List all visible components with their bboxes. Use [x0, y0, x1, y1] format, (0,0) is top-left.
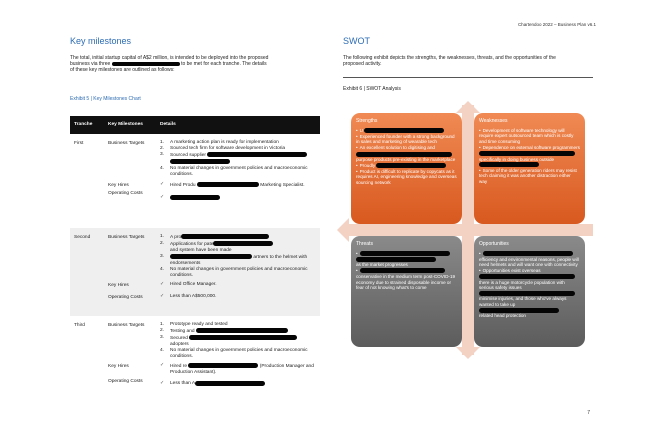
- first-body: [104, 140, 320, 228]
- check-row: [160, 195, 320, 201]
- list-item: [160, 152, 320, 165]
- list-item: [160, 328, 320, 335]
- redaction: [360, 268, 445, 273]
- section-divider: [343, 77, 593, 78]
- list-item: [356, 163, 457, 169]
- second-business: [104, 234, 320, 279]
- redaction: [170, 195, 220, 200]
- operating-costs-label: Operating Costs: [108, 378, 143, 384]
- list-item: [160, 140, 320, 146]
- redaction: [479, 151, 575, 156]
- item-text: adopters: [170, 342, 189, 348]
- list-item: • Opportunities exist overseas: [479, 268, 580, 274]
- second-costs-details: [156, 294, 320, 301]
- strengths-quadrant: [351, 113, 462, 224]
- item-text: [170, 254, 320, 266]
- first-targets-list: [160, 140, 320, 178]
- first-hires-details: [156, 182, 320, 189]
- threats-title: Threats: [356, 241, 373, 247]
- item-text: No material changes in government policies and macroeconomic conditions.: [170, 266, 308, 278]
- hires-text: Hired Office Manager.: [170, 281, 217, 287]
- item-number: 1.: [160, 139, 165, 145]
- list-item: [160, 267, 320, 279]
- check-row: [160, 363, 320, 375]
- list-item: efficiency and environmental reasons, people will need helmets and will want one with connectivity: [479, 256, 579, 268]
- redaction: [479, 274, 575, 279]
- item-text: [170, 152, 320, 165]
- third-hires: [104, 363, 320, 375]
- item-text: related head protection: [479, 313, 526, 319]
- threats-quadrant: [351, 236, 462, 347]
- check-row: [160, 282, 320, 288]
- item-text: Proudly: [359, 162, 376, 168]
- item-text-a: Sourced supplier: [170, 152, 206, 158]
- operating-costs-label: Operating Costs: [108, 190, 143, 196]
- list-item: [160, 335, 320, 342]
- check-icon: ✓: [160, 380, 165, 386]
- redaction: [479, 162, 539, 167]
- item-number: 4.: [160, 165, 165, 171]
- first-hires: [104, 182, 320, 189]
- redaction: [170, 159, 230, 164]
- redaction: [479, 291, 575, 296]
- operating-costs-label: Operating Costs: [108, 294, 143, 300]
- third-body: [104, 322, 320, 402]
- costs-text: Less than A: [170, 380, 196, 386]
- redaction: [213, 241, 273, 246]
- intro-line-3: of these key milestones are outlined as follows:: [70, 67, 175, 74]
- key-hires-label: Key Hires: [108, 364, 129, 370]
- swot-title: SWOT: [343, 36, 370, 46]
- swot-intro-line-2: proposed activity.: [343, 61, 382, 68]
- third-costs: [104, 378, 320, 387]
- list-item: [479, 251, 580, 257]
- item-text: No material changes in government policies and macroeconomic conditions.: [170, 348, 308, 360]
- key-hires-label: Key Hires: [108, 282, 129, 288]
- list-item: [356, 257, 457, 268]
- second-costs: [104, 294, 320, 301]
- item-number: [160, 248, 170, 254]
- weaknesses-title: Weaknesses: [479, 118, 508, 124]
- item-text: A marketing action plan is ready for implementation: [170, 139, 279, 145]
- weaknesses-quadrant: [474, 113, 585, 224]
- list-item: [356, 268, 457, 274]
- third-hires-details: [156, 363, 320, 375]
- redaction: [189, 335, 297, 340]
- item-text: minimise injuries, and those who've always wanted to take up: [479, 296, 567, 307]
- redaction: [356, 257, 436, 262]
- key-milestones-intro: [70, 55, 320, 74]
- check-row: [160, 182, 320, 189]
- item-number: 2.: [160, 240, 165, 246]
- redaction: [479, 308, 559, 313]
- item-text: No material changes in government policies and macroeconomic conditions.: [170, 165, 308, 177]
- opportunities-quadrant: [474, 236, 585, 347]
- item-number: 3.: [160, 152, 165, 158]
- list-item: • Development of software technology will require expert outsourced team which is costly and time consuming: [479, 128, 580, 145]
- check-row: [160, 294, 320, 300]
- tranche-second: Second: [74, 234, 91, 240]
- item-text-a: Testing and: [170, 328, 195, 334]
- list-item: [356, 251, 457, 257]
- list-item: [356, 151, 457, 162]
- arrow-down-icon: [456, 347, 480, 359]
- check-icon: ✓: [160, 293, 165, 299]
- redaction: [483, 251, 573, 256]
- list-item: [479, 274, 580, 291]
- third-details: [156, 322, 320, 361]
- first-details: [156, 140, 320, 178]
- redaction: [196, 328, 288, 333]
- item-text: Sourced tech firm for software development in Victoria: [170, 145, 286, 151]
- intro-line-1: The total, initial startup capital of A$2 million, is intended to be deployed into the proposed: [70, 55, 269, 61]
- costs-text: Less than A$500,000.: [170, 293, 217, 299]
- item-text: purpose products pre-existing in the marketplace: [356, 157, 456, 163]
- table-row-third: [70, 316, 320, 402]
- hires-text-a: Hired re: [170, 364, 188, 370]
- redaction: [376, 163, 446, 168]
- list-item: conservative in the medium term post-COVID-19 economy due to strained disposable income or fear of not knowing what's to come: [356, 273, 456, 291]
- item-text: [170, 335, 320, 342]
- check-row: [160, 381, 320, 387]
- header-key-milestones: Key Milestones: [108, 121, 143, 127]
- key-hires-label: Key Hires: [108, 182, 129, 188]
- redaction: [170, 254, 252, 259]
- third-costs-details: [156, 378, 320, 387]
- business-targets-label: Business Targets: [108, 140, 145, 146]
- tranche-first: First: [74, 140, 84, 146]
- exhibit-5-title: Exhibit 5 | Key Milestones Chart: [70, 95, 141, 102]
- hires-text-b: Marketing Specialist.: [260, 182, 305, 188]
- second-targets-list: [160, 234, 320, 279]
- first-costs-details: [156, 190, 320, 201]
- item-text: Prototype ready and tested: [170, 321, 228, 327]
- list-item: [160, 166, 320, 178]
- table-row-first: [70, 134, 320, 228]
- header-tranche: Tranche: [74, 121, 93, 127]
- item-number: [160, 342, 170, 348]
- list-item: [160, 241, 320, 248]
- item-number: 4.: [160, 266, 165, 272]
- horizontal-arrow-shaft: [343, 224, 593, 236]
- key-milestones-section: [70, 36, 320, 402]
- list-item: [479, 291, 580, 308]
- page-number: 7: [587, 410, 590, 416]
- item-text-a: A pro: [170, 234, 182, 240]
- arrow-up-icon: [456, 101, 480, 113]
- item-number: 3.: [160, 254, 165, 260]
- list-item: • Dependence on external software programmers: [479, 145, 580, 151]
- check-icon: ✓: [160, 194, 165, 200]
- swot-diagram: [343, 105, 593, 355]
- redaction: [188, 363, 258, 368]
- hires-text-a: Hired Produ: [170, 182, 196, 188]
- check-icon: ✓: [160, 281, 165, 287]
- list-item: [356, 128, 457, 134]
- swot-section: [343, 36, 593, 92]
- key-milestones-title: Key milestones: [70, 36, 132, 46]
- first-business: [104, 140, 320, 178]
- swot-intro: [343, 55, 593, 67]
- milestones-table: [70, 116, 320, 402]
- item-text: there is a huge motorcycle population with serious safety issues: [479, 279, 565, 291]
- list-item: [160, 322, 320, 328]
- intro-line-2b: to be met for each tranche. The details: [181, 61, 267, 68]
- exhibit-6-title: Exhibit 6 | SWOT Analysis: [343, 86, 401, 93]
- list-item: [160, 342, 320, 348]
- redaction: [181, 234, 269, 239]
- list-item: • Some of the older generation riders may resist tech claiming it was another distraction either way: [479, 168, 580, 185]
- list-item: [160, 348, 320, 360]
- third-targets-list: [160, 322, 320, 360]
- business-targets-label: Business Targets: [108, 322, 145, 328]
- opportunities-title: Opportunities: [479, 241, 509, 247]
- hires-text-b: (Production Manager and Production Assistant).: [170, 364, 314, 375]
- list-item: [479, 308, 580, 319]
- running-header: Chartendoo 2022 – Business Plan v6.1: [517, 22, 596, 27]
- item-text: specifically in doing business outside: [479, 156, 555, 162]
- intro-line-2a: business via three: [70, 61, 111, 68]
- redaction: [207, 152, 307, 157]
- redaction: [356, 152, 452, 157]
- list-item: [160, 234, 320, 241]
- list-item: • Product is difficult to replicate by copycats as it requires AI, engineering knowledge and overseas sourcing network: [356, 169, 457, 186]
- item-number: 1.: [160, 321, 165, 327]
- redaction: [195, 381, 265, 386]
- tranche-third: Third: [74, 322, 85, 328]
- item-text: [170, 241, 320, 248]
- hires-text: [170, 182, 305, 189]
- item-number: 2.: [160, 327, 165, 333]
- second-body: [104, 234, 320, 316]
- item-number: 3.: [160, 334, 165, 340]
- redaction: [112, 62, 180, 66]
- second-hires-details: [156, 282, 320, 289]
- list-item: • Experienced founder with a strong background in sales and marketing of wearable tech: [356, 134, 457, 145]
- third-business: [104, 322, 320, 361]
- first-costs: [104, 190, 320, 201]
- list-item: [160, 254, 320, 266]
- item-text: U: [359, 127, 363, 133]
- item-text: as the market progresses: [356, 262, 408, 268]
- check-icon: ✓: [160, 181, 165, 187]
- business-targets-label: Business Targets: [108, 234, 145, 240]
- header-details: Details: [160, 121, 176, 127]
- item-number: 4.: [160, 348, 165, 354]
- item-text: [170, 328, 320, 335]
- check-icon: ✓: [160, 363, 165, 369]
- arrow-left-icon: [337, 218, 349, 242]
- item-number: 1.: [160, 233, 165, 239]
- strengths-title: Strengths: [356, 118, 378, 124]
- item-text: and system have been made: [170, 247, 232, 253]
- redaction: [197, 182, 259, 187]
- swot-intro-line-1: The following exhibit depicts the strengths, the weaknesses, threats, and the opportunities of the: [343, 55, 556, 61]
- hires-text: [170, 363, 320, 375]
- list-item: [160, 248, 320, 254]
- list-item: [160, 146, 320, 152]
- table-row-second: [70, 228, 320, 316]
- list-item: • An excellent solution to digitising and: [356, 145, 457, 151]
- second-details: [156, 234, 320, 279]
- list-item: [479, 151, 580, 168]
- redaction: [360, 251, 450, 256]
- item-number: 2.: [160, 145, 165, 151]
- item-text-a: artners to the helmet with endorsements: [170, 254, 308, 266]
- table-header-row: [70, 116, 320, 134]
- item-text: [170, 234, 320, 241]
- redaction: [364, 128, 444, 133]
- item-text-a: Secured: [170, 335, 188, 341]
- second-hires: [104, 282, 320, 289]
- item-text-a: Applications for pate: [170, 241, 214, 247]
